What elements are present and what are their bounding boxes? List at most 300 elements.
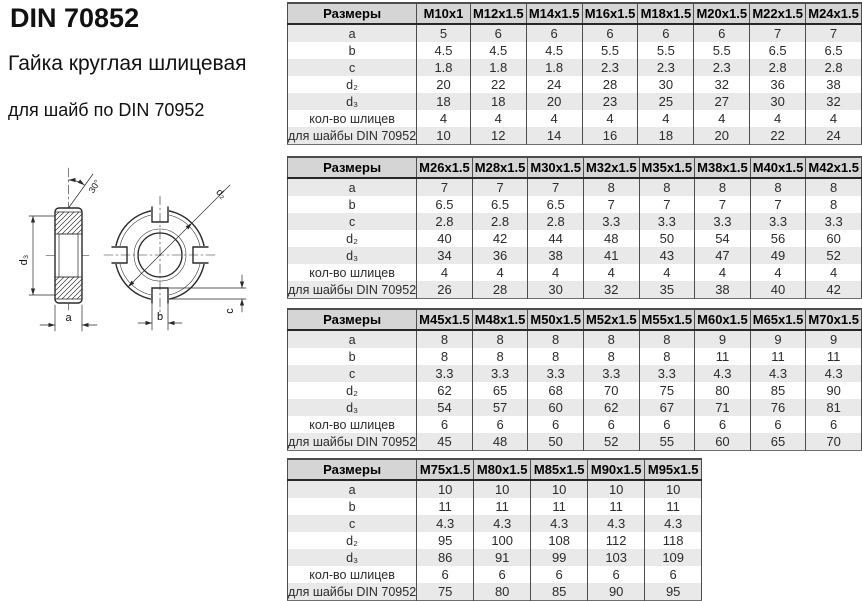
column-header: M85x1.5 bbox=[531, 459, 588, 480]
value-cell: 3.3 bbox=[472, 365, 528, 382]
value-cell: 4 bbox=[695, 264, 751, 281]
column-header: M16x1.5 bbox=[582, 3, 638, 24]
value-cell: 24 bbox=[806, 127, 862, 145]
value-cell: 2.8 bbox=[750, 59, 806, 76]
column-header: M20x1.5 bbox=[694, 3, 750, 24]
value-cell: 65 bbox=[472, 382, 528, 399]
value-cell: 7 bbox=[750, 24, 806, 42]
value-cell: 60 bbox=[528, 399, 584, 416]
value-cell: 80 bbox=[474, 583, 531, 601]
value-cell: 32 bbox=[694, 76, 750, 93]
value-cell: 24 bbox=[526, 76, 582, 93]
value-cell: 4 bbox=[750, 264, 806, 281]
value-cell: 4 bbox=[639, 264, 695, 281]
column-header: M35x1.5 bbox=[639, 157, 695, 178]
table-row bbox=[288, 515, 702, 532]
value-cell: 8 bbox=[417, 330, 473, 348]
value-cell: 3.3 bbox=[583, 213, 639, 230]
value-cell: 34 bbox=[417, 247, 473, 264]
value-cell: 38 bbox=[806, 76, 862, 93]
dimension-table bbox=[287, 458, 702, 601]
value-cell: 9 bbox=[806, 330, 862, 348]
value-cell: 54 bbox=[417, 399, 473, 416]
value-cell: 10 bbox=[588, 480, 645, 498]
value-cell: 70 bbox=[583, 382, 639, 399]
column-header: M38x1.5 bbox=[695, 157, 751, 178]
value-cell: 5.5 bbox=[694, 42, 750, 59]
value-cell: 3.3 bbox=[583, 365, 639, 382]
value-cell: 8 bbox=[639, 330, 695, 348]
value-cell: 6.5 bbox=[528, 196, 584, 213]
value-cell: 12 bbox=[470, 127, 526, 145]
value-cell: 4.5 bbox=[526, 42, 582, 59]
value-cell: 18 bbox=[638, 127, 694, 145]
table-row bbox=[288, 264, 862, 281]
table-row bbox=[288, 433, 862, 451]
value-cell: 4 bbox=[806, 110, 862, 127]
value-cell: 4 bbox=[694, 110, 750, 127]
value-cell: 95 bbox=[645, 583, 702, 601]
value-cell: 70 bbox=[806, 433, 862, 451]
value-cell: 6 bbox=[750, 416, 806, 433]
table-row bbox=[288, 348, 862, 365]
column-header: M26x1.5 bbox=[417, 157, 473, 178]
value-cell: 6 bbox=[645, 566, 702, 583]
value-cell: 11 bbox=[588, 498, 645, 515]
value-cell: 6 bbox=[528, 416, 584, 433]
value-cell: 11 bbox=[531, 498, 588, 515]
value-cell: 55 bbox=[639, 433, 695, 451]
value-cell: 62 bbox=[583, 399, 639, 416]
value-cell: 2.3 bbox=[638, 59, 694, 76]
value-cell: 8 bbox=[639, 178, 695, 196]
value-cell: 10 bbox=[417, 127, 471, 145]
column-header: M42x1.5 bbox=[806, 157, 862, 178]
row-label: кол-во шлицев bbox=[309, 265, 395, 280]
value-cell: 6 bbox=[417, 566, 474, 583]
value-cell: 4.3 bbox=[645, 515, 702, 532]
value-cell: 3.3 bbox=[417, 365, 473, 382]
row-label: d₃ bbox=[346, 248, 359, 263]
column-header: M50x1.5 bbox=[528, 309, 584, 330]
value-cell: 6 bbox=[588, 566, 645, 583]
value-cell: 11 bbox=[645, 498, 702, 515]
value-cell: 10 bbox=[531, 480, 588, 498]
value-cell: 6 bbox=[472, 416, 528, 433]
value-cell: 100 bbox=[474, 532, 531, 549]
value-cell: 4.3 bbox=[417, 515, 474, 532]
column-header: M18x1.5 bbox=[638, 3, 694, 24]
header-row bbox=[288, 459, 702, 480]
table-row bbox=[288, 281, 862, 299]
dimension-table bbox=[287, 308, 862, 451]
value-cell: 8 bbox=[583, 178, 639, 196]
value-cell: 47 bbox=[695, 247, 751, 264]
row-label: d₂ bbox=[346, 533, 358, 548]
value-cell: 52 bbox=[583, 433, 639, 451]
column-header: M32x1.5 bbox=[583, 157, 639, 178]
value-cell: 50 bbox=[639, 230, 695, 247]
value-cell: 5 bbox=[417, 24, 471, 42]
value-cell: 40 bbox=[417, 230, 473, 247]
table-corner-header: Размеры bbox=[288, 459, 417, 480]
table-row bbox=[288, 416, 862, 433]
row-label: для шайбы DIN 70952 bbox=[288, 128, 417, 143]
row-label: a bbox=[348, 180, 356, 195]
value-cell: 4.3 bbox=[588, 515, 645, 532]
value-cell: 45 bbox=[417, 433, 473, 451]
value-cell: 6 bbox=[694, 24, 750, 42]
table-row bbox=[288, 480, 702, 498]
value-cell: 7 bbox=[528, 178, 584, 196]
dimension-table bbox=[287, 156, 862, 299]
value-cell: 4.5 bbox=[417, 42, 471, 59]
washer-note: для шайб по DIN 70952 bbox=[8, 100, 205, 120]
value-cell: 81 bbox=[806, 399, 862, 416]
value-cell: 8 bbox=[583, 330, 639, 348]
value-cell: 80 bbox=[695, 382, 751, 399]
value-cell: 75 bbox=[417, 583, 474, 601]
table-corner-header: Размеры bbox=[288, 3, 417, 24]
column-header: M48x1.5 bbox=[472, 309, 528, 330]
value-cell: 2.8 bbox=[806, 59, 862, 76]
value-cell: 4 bbox=[472, 264, 528, 281]
value-cell: 60 bbox=[695, 433, 751, 451]
dimension-c bbox=[169, 275, 246, 312]
value-cell: 1.8 bbox=[470, 59, 526, 76]
value-cell: 109 bbox=[645, 549, 702, 566]
technical-drawing bbox=[0, 150, 285, 355]
value-cell: 85 bbox=[531, 583, 588, 601]
value-cell: 26 bbox=[417, 281, 473, 299]
value-cell: 1.8 bbox=[526, 59, 582, 76]
value-cell: 2.8 bbox=[528, 213, 584, 230]
value-cell: 3.3 bbox=[695, 213, 751, 230]
column-header: M28x1.5 bbox=[472, 157, 528, 178]
row-label: b bbox=[348, 197, 356, 212]
table-row bbox=[288, 583, 702, 601]
table-row bbox=[288, 566, 702, 583]
row-label: c bbox=[348, 60, 356, 75]
value-cell: 48 bbox=[583, 230, 639, 247]
value-cell: 7 bbox=[750, 196, 806, 213]
value-cell: 7 bbox=[695, 196, 751, 213]
value-cell: 10 bbox=[417, 480, 474, 498]
value-cell: 8 bbox=[528, 330, 584, 348]
column-header: M24x1.5 bbox=[806, 3, 862, 24]
value-cell: 4 bbox=[528, 264, 584, 281]
column-header: M60x1.5 bbox=[695, 309, 751, 330]
value-cell: 62 bbox=[417, 382, 473, 399]
table-row bbox=[288, 399, 862, 416]
row-label: b bbox=[348, 43, 356, 58]
column-header: M14x1.5 bbox=[526, 3, 582, 24]
column-header: M40x1.5 bbox=[750, 157, 806, 178]
value-cell: 9 bbox=[750, 330, 806, 348]
value-cell: 99 bbox=[531, 549, 588, 566]
table-row bbox=[288, 365, 862, 382]
row-label: a bbox=[348, 482, 356, 497]
value-cell: 6.5 bbox=[806, 42, 862, 59]
table-corner-header: Размеры bbox=[288, 157, 417, 178]
side-view-drawing bbox=[18, 168, 103, 331]
value-cell: 4.3 bbox=[695, 365, 751, 382]
table-row bbox=[288, 498, 702, 515]
table-row bbox=[288, 549, 702, 566]
value-cell: 18 bbox=[470, 93, 526, 110]
value-cell: 38 bbox=[528, 247, 584, 264]
value-cell: 20 bbox=[694, 127, 750, 145]
value-cell: 48 bbox=[472, 433, 528, 451]
value-cell: 7 bbox=[472, 178, 528, 196]
row-label: d₂ bbox=[346, 77, 358, 92]
column-header: M70x1.5 bbox=[806, 309, 862, 330]
value-cell: 65 bbox=[750, 433, 806, 451]
value-cell: 42 bbox=[806, 281, 862, 299]
value-cell: 91 bbox=[474, 549, 531, 566]
row-label: d₃ bbox=[346, 94, 359, 109]
table-row bbox=[288, 110, 862, 127]
value-cell: 43 bbox=[639, 247, 695, 264]
row-label: a bbox=[348, 332, 356, 347]
dimension-table bbox=[287, 2, 862, 145]
value-cell: 57 bbox=[472, 399, 528, 416]
value-cell: 8 bbox=[750, 178, 806, 196]
label-a: a bbox=[65, 312, 72, 324]
value-cell: 36 bbox=[750, 76, 806, 93]
value-cell: 8 bbox=[695, 178, 751, 196]
value-cell: 28 bbox=[472, 281, 528, 299]
value-cell: 7 bbox=[417, 178, 473, 196]
row-label: для шайбы DIN 70952 bbox=[288, 434, 417, 449]
value-cell: 4 bbox=[638, 110, 694, 127]
value-cell: 27 bbox=[694, 93, 750, 110]
column-header: M22x1.5 bbox=[750, 3, 806, 24]
value-cell: 6 bbox=[639, 416, 695, 433]
value-cell: 8 bbox=[472, 348, 528, 365]
column-header: M52x1.5 bbox=[583, 309, 639, 330]
column-header: M55x1.5 bbox=[639, 309, 695, 330]
table-row bbox=[288, 196, 862, 213]
value-cell: 28 bbox=[582, 76, 638, 93]
value-cell: 4 bbox=[526, 110, 582, 127]
value-cell: 20 bbox=[417, 76, 471, 93]
value-cell: 4 bbox=[417, 110, 471, 127]
value-cell: 60 bbox=[806, 230, 862, 247]
value-cell: 6 bbox=[526, 24, 582, 42]
value-cell: 7 bbox=[639, 196, 695, 213]
table-row bbox=[288, 382, 862, 399]
table-row bbox=[288, 213, 862, 230]
value-cell: 4.3 bbox=[806, 365, 862, 382]
row-label: для шайбы DIN 70952 bbox=[288, 584, 417, 599]
column-header: M80x1.5 bbox=[474, 459, 531, 480]
value-cell: 32 bbox=[583, 281, 639, 299]
value-cell: 2.3 bbox=[694, 59, 750, 76]
value-cell: 4 bbox=[750, 110, 806, 127]
value-cell: 8 bbox=[472, 330, 528, 348]
value-cell: 6 bbox=[638, 24, 694, 42]
row-label: b bbox=[348, 349, 356, 364]
value-cell: 10 bbox=[474, 480, 531, 498]
value-cell: 6 bbox=[417, 416, 473, 433]
part-name: Гайка круглая шлицевая bbox=[8, 52, 247, 75]
value-cell: 4.3 bbox=[750, 365, 806, 382]
value-cell: 6.5 bbox=[472, 196, 528, 213]
table-row bbox=[288, 76, 862, 93]
value-cell: 90 bbox=[806, 382, 862, 399]
column-header: M65x1.5 bbox=[750, 309, 806, 330]
value-cell: 2.8 bbox=[417, 213, 473, 230]
value-cell: 11 bbox=[806, 348, 862, 365]
row-label: d₃ bbox=[346, 550, 359, 565]
value-cell: 1.8 bbox=[417, 59, 471, 76]
value-cell: 11 bbox=[417, 498, 474, 515]
value-cell: 4.5 bbox=[470, 42, 526, 59]
value-cell: 20 bbox=[526, 93, 582, 110]
row-label: кол-во шлицев bbox=[309, 417, 395, 432]
row-label: для шайбы DIN 70952 bbox=[288, 282, 417, 297]
row-label: b bbox=[348, 499, 356, 514]
value-cell: 76 bbox=[750, 399, 806, 416]
value-cell: 112 bbox=[588, 532, 645, 549]
header-row bbox=[288, 3, 862, 24]
label-d3: d₃ bbox=[18, 254, 30, 266]
value-cell: 41 bbox=[583, 247, 639, 264]
value-cell: 8 bbox=[417, 348, 473, 365]
value-cell: 3.3 bbox=[806, 213, 862, 230]
column-header: M45x1.5 bbox=[417, 309, 473, 330]
value-cell: 3.3 bbox=[750, 213, 806, 230]
row-label: c bbox=[348, 516, 356, 531]
table-row bbox=[288, 178, 862, 196]
row-label: кол-во шлицев bbox=[309, 567, 395, 582]
table-row bbox=[288, 247, 862, 264]
value-cell: 16 bbox=[582, 127, 638, 145]
value-cell: 4 bbox=[582, 110, 638, 127]
value-cell: 6 bbox=[582, 24, 638, 42]
value-cell: 67 bbox=[639, 399, 695, 416]
value-cell: 32 bbox=[806, 93, 862, 110]
table-row bbox=[288, 93, 862, 110]
value-cell: 30 bbox=[638, 76, 694, 93]
row-label: c bbox=[348, 366, 356, 381]
header-row bbox=[288, 309, 862, 330]
value-cell: 118 bbox=[645, 532, 702, 549]
row-label: d₂ bbox=[346, 231, 358, 246]
value-cell: 103 bbox=[588, 549, 645, 566]
page-title: DIN 70852 bbox=[10, 3, 140, 33]
column-header: M75x1.5 bbox=[417, 459, 474, 480]
value-cell: 49 bbox=[750, 247, 806, 264]
value-cell: 8 bbox=[583, 348, 639, 365]
value-cell: 4 bbox=[470, 110, 526, 127]
value-cell: 4.3 bbox=[531, 515, 588, 532]
header-row bbox=[288, 157, 862, 178]
value-cell: 8 bbox=[806, 196, 862, 213]
value-cell: 35 bbox=[639, 281, 695, 299]
value-cell: 36 bbox=[472, 247, 528, 264]
value-cell: 38 bbox=[695, 281, 751, 299]
column-header: M90x1.5 bbox=[588, 459, 645, 480]
row-label: c bbox=[348, 214, 356, 229]
value-cell: 2.3 bbox=[582, 59, 638, 76]
row-label: a bbox=[348, 26, 356, 41]
value-cell: 52 bbox=[806, 247, 862, 264]
value-cell: 8 bbox=[639, 348, 695, 365]
table-row bbox=[288, 42, 862, 59]
value-cell: 5.5 bbox=[638, 42, 694, 59]
value-cell: 71 bbox=[695, 399, 751, 416]
table-row bbox=[288, 532, 702, 549]
value-cell: 3.3 bbox=[528, 365, 584, 382]
value-cell: 8 bbox=[806, 178, 862, 196]
value-cell: 23 bbox=[582, 93, 638, 110]
value-cell: 6 bbox=[806, 416, 862, 433]
value-cell: 11 bbox=[750, 348, 806, 365]
front-view-drawing bbox=[104, 185, 246, 330]
row-label: кол-во шлицев bbox=[309, 111, 395, 126]
value-cell: 6.5 bbox=[417, 196, 473, 213]
value-cell: 68 bbox=[528, 382, 584, 399]
table-row bbox=[288, 24, 862, 42]
dimension-d2 bbox=[128, 185, 230, 287]
value-cell: 86 bbox=[417, 549, 474, 566]
column-header: M30x1.5 bbox=[528, 157, 584, 178]
value-cell: 3.3 bbox=[639, 365, 695, 382]
value-cell: 9 bbox=[695, 330, 751, 348]
table-corner-header: Размеры bbox=[288, 309, 417, 330]
value-cell: 4 bbox=[417, 264, 473, 281]
value-cell: 42 bbox=[472, 230, 528, 247]
value-cell: 8 bbox=[528, 348, 584, 365]
value-cell: 22 bbox=[470, 76, 526, 93]
value-cell: 54 bbox=[695, 230, 751, 247]
value-cell: 50 bbox=[528, 433, 584, 451]
value-cell: 14 bbox=[526, 127, 582, 145]
value-cell: 5.5 bbox=[582, 42, 638, 59]
value-cell: 22 bbox=[750, 127, 806, 145]
value-cell: 30 bbox=[750, 93, 806, 110]
column-header: M12x1.5 bbox=[470, 3, 526, 24]
value-cell: 4.3 bbox=[474, 515, 531, 532]
value-cell: 6.5 bbox=[750, 42, 806, 59]
value-cell: 30 bbox=[528, 281, 584, 299]
table-row bbox=[288, 330, 862, 348]
value-cell: 4 bbox=[583, 264, 639, 281]
row-label: d₂ bbox=[346, 383, 358, 398]
value-cell: 95 bbox=[417, 532, 474, 549]
value-cell: 11 bbox=[695, 348, 751, 365]
label-c: c bbox=[224, 308, 236, 314]
value-cell: 40 bbox=[750, 281, 806, 299]
value-cell: 44 bbox=[528, 230, 584, 247]
value-cell: 3.3 bbox=[639, 213, 695, 230]
value-cell: 10 bbox=[645, 480, 702, 498]
label-d2: d₂ bbox=[213, 187, 228, 202]
column-header: M10x1 bbox=[417, 3, 471, 24]
value-cell: 7 bbox=[806, 24, 862, 42]
value-cell: 56 bbox=[750, 230, 806, 247]
value-cell: 18 bbox=[417, 93, 471, 110]
column-header: M95x1.5 bbox=[645, 459, 702, 480]
table-row bbox=[288, 127, 862, 145]
label-b: b bbox=[156, 311, 164, 323]
value-cell: 4 bbox=[806, 264, 862, 281]
value-cell: 6 bbox=[695, 416, 751, 433]
table-row bbox=[288, 59, 862, 76]
label-angle: 30° bbox=[86, 177, 103, 195]
